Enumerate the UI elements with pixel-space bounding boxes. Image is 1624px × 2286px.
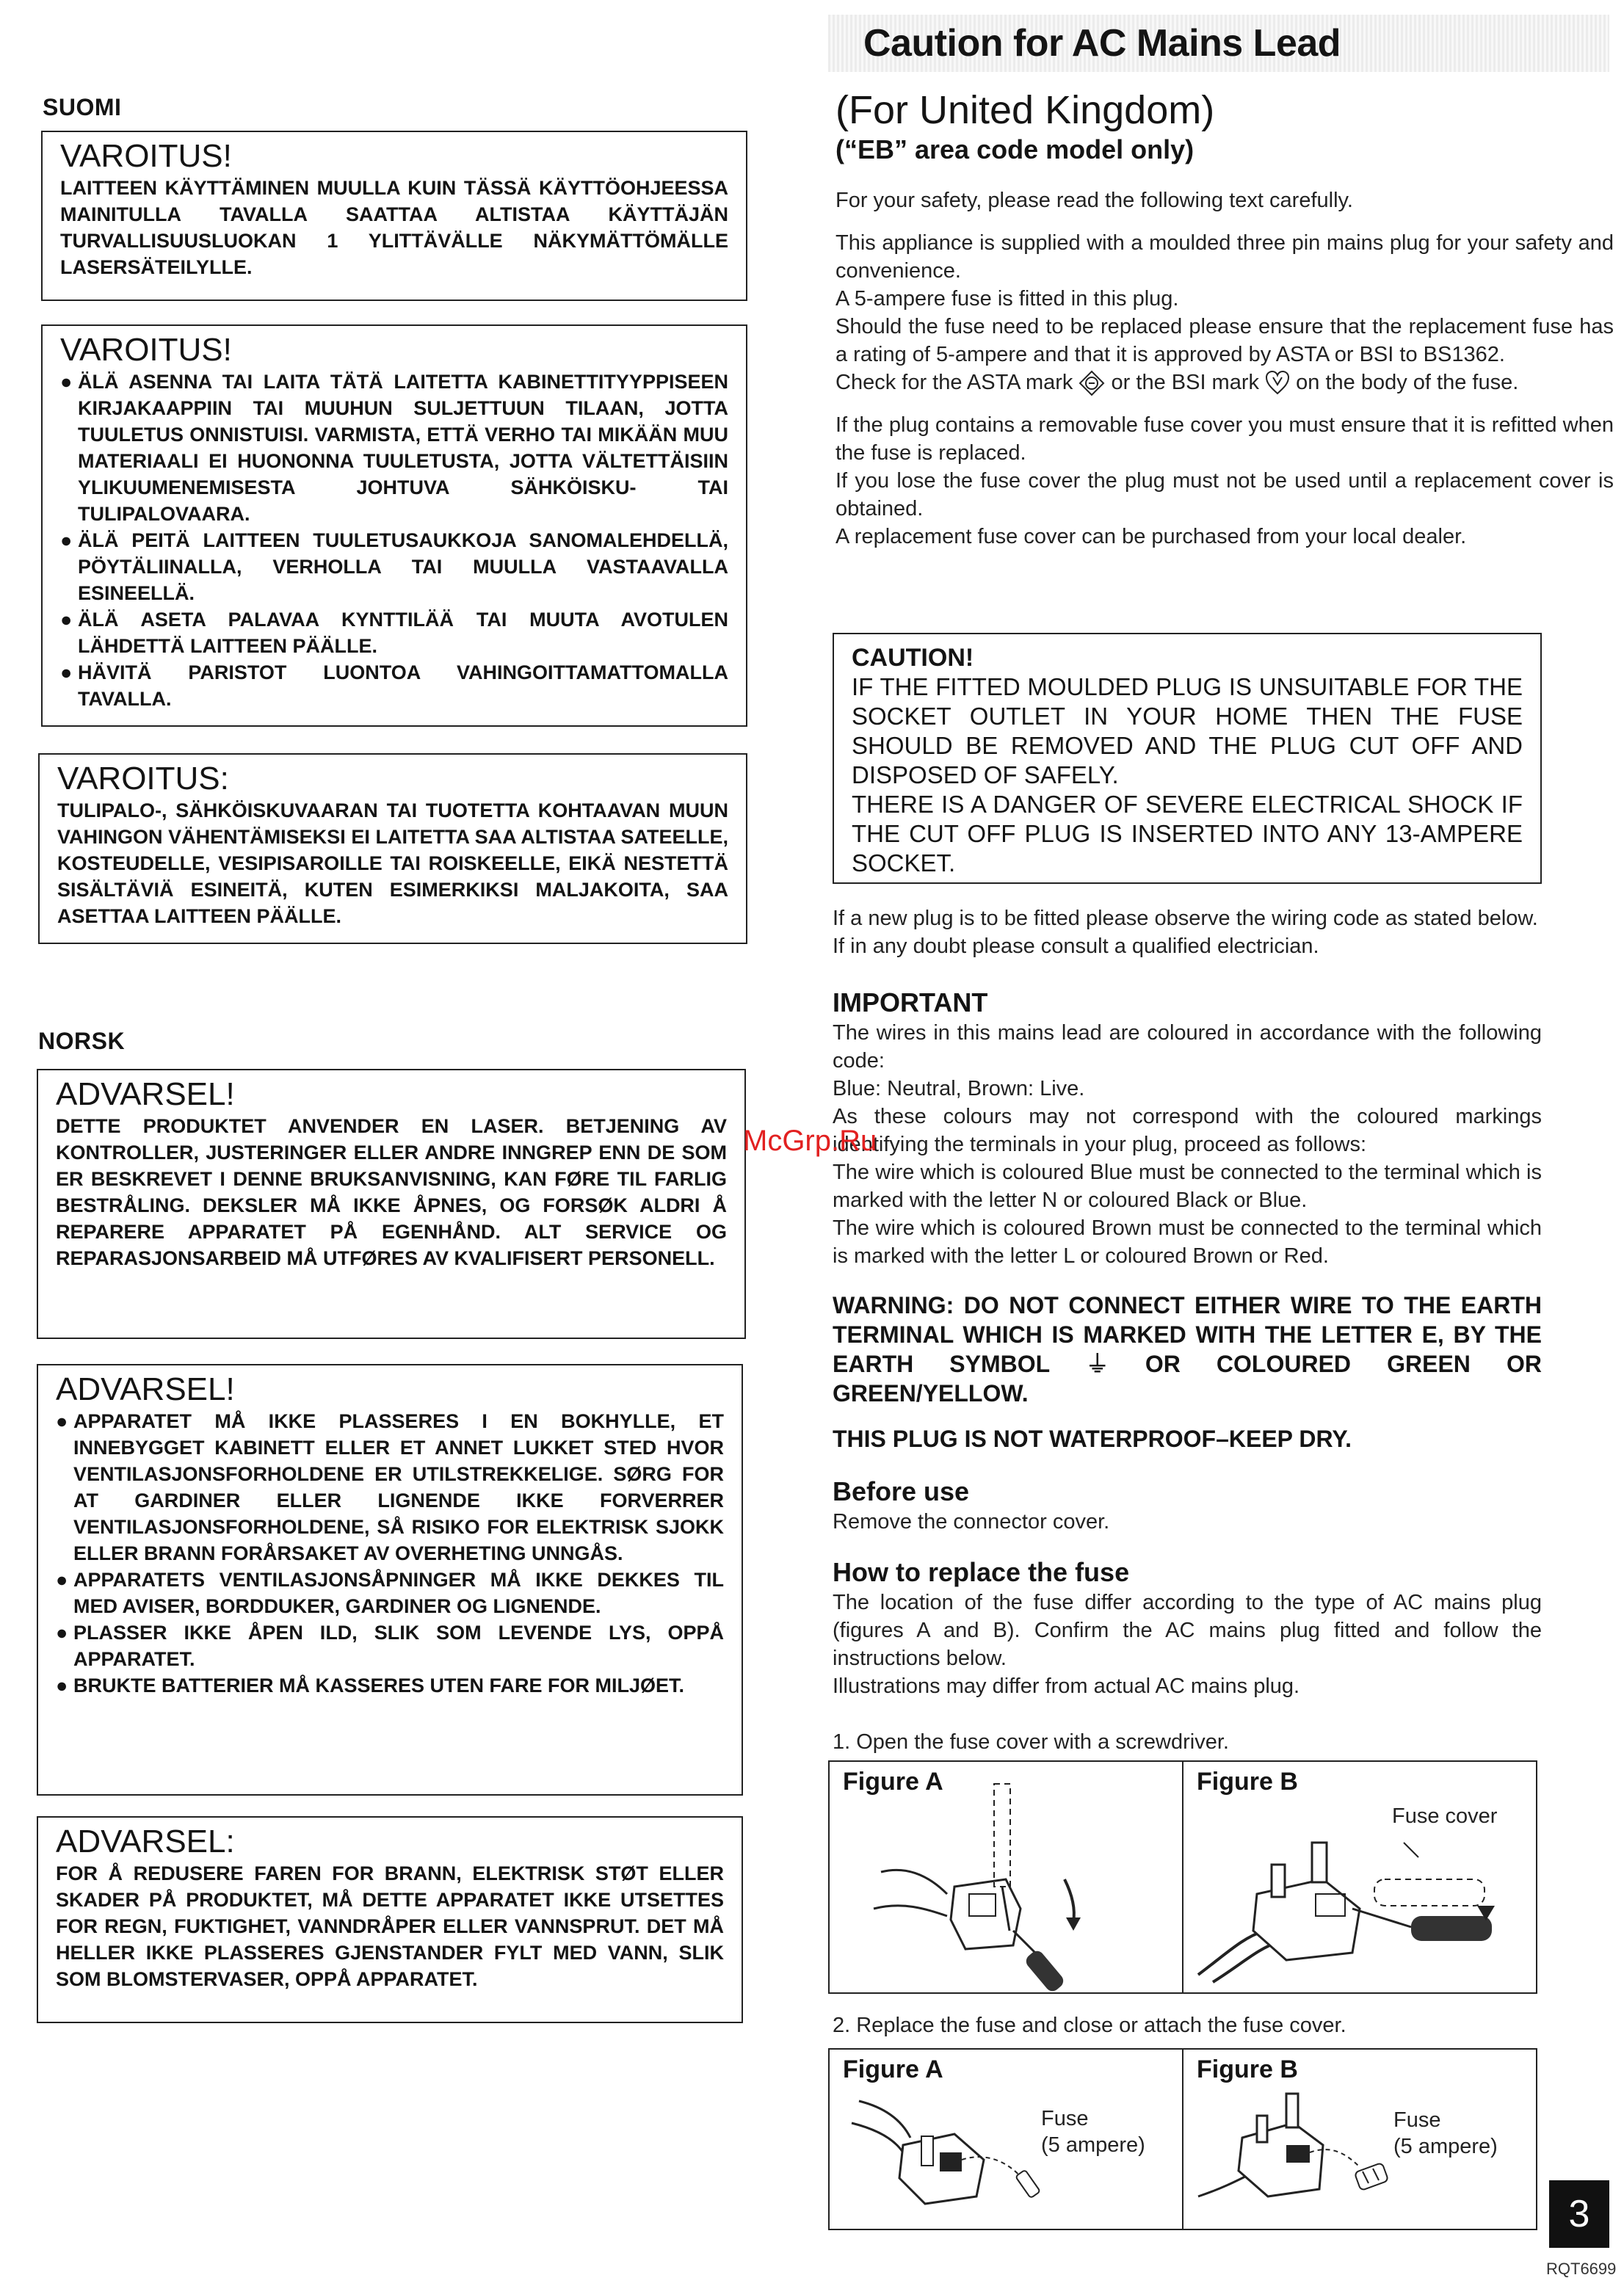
- plug-b-fuse-illustration: [1183, 2050, 1536, 2230]
- document-code: RQT6699: [1546, 2260, 1617, 2278]
- bullet-icon: ●: [56, 1622, 68, 1644]
- paragraph: If in any doubt please consult a qualified electrician.: [833, 935, 1319, 958]
- warning-title: ADVARSEL!: [56, 1371, 235, 1407]
- figure-title: Figure A: [843, 1768, 943, 1796]
- section-banner: [828, 15, 1609, 72]
- caution-text: THERE IS A DANGER OF SEVERE ELECTRICAL SHOCK IF THE CUT OFF PLUG IS INSERTED INTO ANY 13-AMPERE SOCKET.: [852, 791, 1523, 877]
- bullet-icon: ●: [56, 1569, 68, 1591]
- subtitle: (For United Kingdom): [835, 88, 1215, 132]
- figure-title: Figure B: [1197, 1768, 1298, 1796]
- norsk-heading: NORSK: [38, 1028, 126, 1054]
- fuse-label: Fuse: [1393, 2108, 1441, 2132]
- plug-screwdriver-illustration: [830, 1762, 1182, 1994]
- waterproof-note: THIS PLUG IS NOT WATERPROOF–KEEP DRY.: [833, 1426, 1352, 1452]
- watermark: McGrp.Ru: [743, 1125, 877, 1157]
- bsi-kitemark-icon: [1265, 370, 1290, 396]
- fuse-cover-label: Fuse cover: [1392, 1804, 1498, 1828]
- paragraph: As these colours may not correspond with the coloured markings identifying the terminals in your plug, proceed as follows:: [833, 1105, 1542, 1156]
- paragraph: Should the fuse need to be replaced please ensure that the replacement fuse has a rating of 5-ampere and that it is approved by ASTA or BSI to BS1362.: [835, 315, 1614, 366]
- figure-row-replace-fuse: [828, 2048, 1537, 2230]
- warning-text: TULIPALO-, SÄHKÖISKUVAARAN TAI TUOTETTA KOHTAAVAN MUUN VAHINGON VÄHENTÄMISEKSI EI LAITETTA SAA ALTISTAA SATEELLE, KOSTEUDELLE, VESIPISAROILLE TAI ROISKEELLE, EIKÄ NESTETTÄ SISÄLTÄVIÄ ESINEITÄ, KUTEN ESIMERKIKSI MALJAKOITA, SAA ASETTAA LAITTEEN PÄÄLLE.: [57, 799, 728, 927]
- list-item: ● APPARATET MÅ IKKE PLASSERES I EN BOKHYLLE, ET INNEBYGGET KABINETT ELLER ET ANNET LUKKET STED HVOR VENTILASJONSFORHOLDENE ER UTILSTREKKELIGE. SØRG FOR AT GARDINER ELLER LIGNENDE IKKE FORVERRER VENTILASJONSFORHOLDENE, SÅ RISIKO FOR ELEKTRISK SJOKK ELLER BRANN FORÅRSAKET AV OVERHETING UNNGÅS.: [56, 1408, 724, 1567]
- bullet-icon: ●: [60, 609, 73, 631]
- warning-title: VAROITUS!: [60, 332, 232, 368]
- norsk-warning-box-2: [37, 1364, 743, 1796]
- list-item: ● ÄLÄ ASETA PALAVAA KYNTTILÄÄ TAI MUUTA AVOTULEN LÄHDETTÄ LAITTEEN PÄÄLLE.: [60, 606, 728, 659]
- fuse-label: Fuse: [1041, 2107, 1089, 2130]
- warning-title: ADVARSEL!: [56, 1076, 235, 1112]
- paragraph: This appliance is supplied with a moulded three pin mains plug for your safety and convenience.: [835, 231, 1614, 283]
- warning-list: [56, 1408, 724, 1699]
- suomi-warning-box-3: [38, 753, 747, 944]
- warning-title: ADVARSEL:: [56, 1824, 235, 1859]
- warning-text: LAITTEEN KÄYTTÄMINEN MUULLA KUIN TÄSSÄ KÄYTTÖOHJEESSA MAINITULLA TAVALLA SAATTAA ALTISTAA KÄYTTÄJÄN TURVALLISUUSLUOKAN 1 YLITTÄVÄLLE NÄKYMÄTTÖMÄLLE LASERSÄTEILYLLE.: [60, 177, 728, 278]
- page-title: Caution for AC Mains Lead: [863, 22, 1341, 65]
- paragraph: If you lose the fuse cover the plug must not be used until a replacement cover is obtained.: [835, 469, 1614, 521]
- plug-b-screwdriver-illustration: [1183, 1762, 1536, 1994]
- paragraph: The wire which is coloured Blue must be connected to the terminal which is marked with the letter N or coloured Black or Blue.: [833, 1161, 1542, 1212]
- replace-fuse-heading: How to replace the fuse: [833, 1557, 1130, 1587]
- caution-text: IF THE FITTED MOULDED PLUG IS UNSUITABLE FOR THE SOCKET OUTLET IN YOUR HOME THEN THE FUSE SHOULD BE REMOVED AND THE PLUG CUT OFF AND DISPOSED OF SAFELY.: [852, 673, 1523, 788]
- figure-title: Figure A: [843, 2055, 943, 2083]
- fuse-rating-label: (5 ampere): [1041, 2133, 1145, 2157]
- warning-text: FOR Å REDUSERE FAREN FOR BRANN, ELEKTRISK STØT ELLER SKADER PÅ PRODUKTET, MÅ DETTE APPARATET IKKE UTSETTES FOR REGN, FUKTIGHET, VANNDRÅPER ELLER VANNSPRUT. DET MÅ HELLER IKKE PLASSERES GJENSTANDER FYLT MED VANN, SLIK SOM BLOMSTERVASER, OPPÅ APPARATET.: [56, 1862, 724, 1990]
- mark-check-text: Check for the ASTA mark or the BSI mark on the body of the fuse.: [835, 369, 1614, 396]
- warning-list: [60, 369, 728, 712]
- bullet-icon: ●: [56, 1410, 68, 1432]
- bullet-icon: ●: [60, 661, 73, 683]
- suomi-heading: SUOMI: [43, 94, 122, 120]
- important-heading: IMPORTANT: [833, 987, 988, 1017]
- list-item: ● ÄLÄ PEITÄ LAITTEEN TUULETUSAUKKOJA SANOMALEHDELLÄ, PÖYTÄLIINALLA, VERHOLLA TAI MUULLA VASTAAVALLA ESINEELLÄ.: [60, 527, 728, 606]
- intro-text: For your safety, please read the following text carefully.: [835, 189, 1353, 212]
- norsk-warning-box-1: [37, 1069, 746, 1339]
- page-number: 3: [1549, 2180, 1609, 2248]
- paragraph: Blue: Neutral, Brown: Live.: [833, 1077, 1085, 1100]
- warning-title: VAROITUS:: [57, 761, 229, 797]
- paragraph: The wire which is coloured Brown must be connected to the terminal which is marked with the letter L or coloured Brown or Red.: [833, 1216, 1542, 1268]
- step-2-text: 2. Replace the fuse and close or attach the fuse cover.: [833, 2014, 1346, 2037]
- bullet-icon: ●: [56, 1674, 68, 1697]
- figure-title: Figure B: [1197, 2055, 1298, 2083]
- paragraph: Remove the connector cover.: [833, 1510, 1110, 1534]
- list-item: ● BRUKTE BATTERIER MÅ KASSERES UTEN FARE FOR MILJØET.: [56, 1672, 724, 1699]
- figure-row-open-cover: [828, 1760, 1537, 1994]
- paragraph: Illustrations may differ from actual AC mains plug.: [833, 1674, 1300, 1698]
- paragraph: If the plug contains a removable fuse cover you must ensure that it is refitted when the fuse is replaced.: [835, 413, 1614, 465]
- fuse-rating-label: (5 ampere): [1393, 2135, 1498, 2158]
- area-code-note: (“EB” area code model only): [835, 134, 1195, 164]
- paragraph: If a new plug is to be fitted please observe the wiring code as stated below.: [833, 907, 1538, 930]
- suomi-warning-box-1: [41, 131, 747, 301]
- figure-b-replace: [1182, 2050, 1536, 2229]
- figure-a-replace: [830, 2050, 1182, 2229]
- caution-title: CAUTION!: [852, 644, 974, 672]
- paragraph: The wires in this mains lead are coloured in accordance with the following code:: [833, 1021, 1542, 1073]
- bullet-icon: ●: [60, 371, 73, 393]
- list-item: ● HÄVITÄ PARISTOT LUONTOA VAHINGOITTAMATTOMALLA TAVALLA.: [60, 659, 728, 712]
- warning-title: VAROITUS!: [60, 138, 232, 174]
- earth-warning: WARNING: DO NOT CONNECT EITHER WIRE TO THE EARTH TERMINAL WHICH IS MARKED WITH THE LETTER E, BY THE EARTH SYMBOL ⏚ OR COLOURED GREEN OR GREEN/YELLOW.: [833, 1292, 1543, 1407]
- suomi-warning-box-2: [41, 324, 747, 727]
- right-column: [835, 87, 1614, 551]
- step-1-text: 1. Open the fuse cover with a screwdriver.: [833, 1730, 1229, 1754]
- paragraph: A 5-ampere fuse is fitted in this plug.: [835, 287, 1179, 311]
- list-item: ● ÄLÄ ASENNA TAI LAITA TÄTÄ LAITETTA KABINETTITYYPPISEEN KIRJAKAAPPIIN TAI MUUHUN SULJETTUUN TILAAN, JOTTA TUULETUS ONNISTUISI. VARMISTA, ETTÄ VERHO TAI MIKÄÄN MUU MATERIAALI EI HUONONNA TUULETUSTA, JOTTA VÄLTETTÄISIIN YLIKUUMENEMISESTA JOHTUVA SÄHKÖISKU- TAI TULIPALOVAARA.: [60, 369, 728, 527]
- before-use-heading: Before use: [833, 1476, 970, 1506]
- right-column-lower: [833, 904, 1542, 1756]
- earth-symbol-icon: ⏚: [1085, 1351, 1109, 1377]
- caution-box: [833, 633, 1542, 884]
- asta-mark-icon: [1079, 370, 1105, 396]
- paragraph: The location of the fuse differ according to the type of AC mains plug (figures A and B). Confirm the AC mains plug fitted and follow the instructions below.: [833, 1591, 1542, 1670]
- norsk-warning-box-3: [37, 1816, 743, 2023]
- list-item: ● PLASSER IKKE ÅPEN ILD, SLIK SOM LEVENDE LYS, OPPÅ APPARATET.: [56, 1619, 724, 1672]
- paragraph: A replacement fuse cover can be purchased from your local dealer.: [835, 525, 1467, 549]
- figure-b-open: [1182, 1762, 1536, 1992]
- list-item: ● APPARATETS VENTILASJONSÅPNINGER MÅ IKKE DEKKES TIL MED AVISER, BORDDUKER, GARDINER OG LIGNENDE.: [56, 1567, 724, 1619]
- warning-text: DETTE PRODUKTET ANVENDER EN LASER. BETJENING AV KONTROLLER, JUSTERINGER ELLER ANDRE INNGREP ENN DE SOM ER BESKREVET I DENNE BRUKSANVISNING, KAN FØRE TIL FARLIG BESTRÅLING. DEKSLER MÅ IKKE ÅPNES, OG FORSØK ALDRI Å REPARERE APPARATET PÅ EGENHÅND. ALT SERVICE OG REPARASJONSARBEID MÅ UTFØRES AV KVALIFISERT PERSONELL.: [56, 1115, 727, 1269]
- plug-fuse-illustration: [830, 2050, 1182, 2230]
- bullet-icon: ●: [60, 529, 73, 551]
- figure-a-open: [830, 1762, 1182, 1992]
